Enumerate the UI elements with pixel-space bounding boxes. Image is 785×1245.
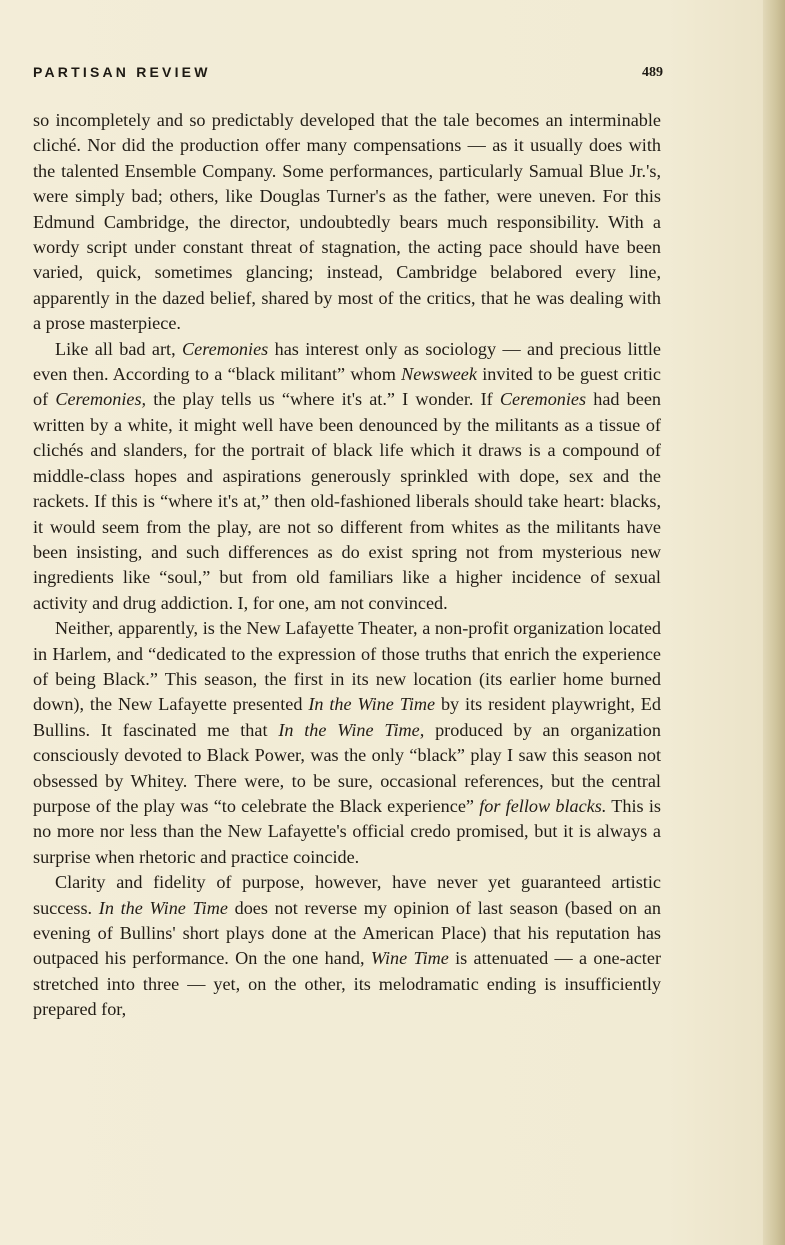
article-body	[33, 108, 661, 1023]
running-head: PARTISAN REVIEW	[33, 64, 211, 80]
paragraph-3	[33, 616, 661, 870]
paragraph-2	[33, 337, 661, 616]
italic-title-text: Ceremonies	[499, 389, 587, 410]
text-run: invited to be guest critic of	[33, 364, 662, 410]
text-run: Neither, apparently, is the New Lafayette Theater, a non-profit organization located in Harlem, and “dedicated to the expression of those truths that enrich the experience of being Black.” This season, the first in its new location (its earlier home burned down), the New Lafayette presented	[33, 618, 661, 715]
italic-title-text: Newsweek	[401, 364, 477, 385]
text-run: had been written by a white, it might well have been denounced by the militants as a tissue of clichés and slanders, for the portrait of black life which it draws is a compound of middle-class hopes and aspirations generously sprinkled with dope, sex and the rackets. If this is “where it's at,” then old-fashioned liberals should take heart: blacks, it would seem from the play, are not so different from whites as the militants have been insisting, and such differences as do exist spring not from mysterious new ingredients like “soul,” but from old familiars like a higher incidence of sexual activity and drug addiction. I, for one, am not convinced.	[33, 389, 662, 613]
page-gutter-shadow	[763, 0, 785, 1245]
italic-title-text: Ceremonies,	[55, 389, 147, 410]
text-run: is attenuated — a one-acter stretched into three — yet, on the other, its melodramatic ending is insufficiently prepared for,	[33, 948, 661, 1020]
text-run: by its resident playwright, Ed Bullins. It fascinated me that	[33, 694, 661, 740]
text-run: This is no more nor less than the New Lafayette's official credo promised, but it is always a surprise when rhetoric and practice coincide.	[33, 795, 661, 867]
paragraph-4	[33, 870, 661, 1022]
paragraph-1	[33, 108, 661, 337]
text-run: so incompletely and so predictably developed that the tale becomes an interminable cliché. Nor did the production offer many compensations — as it usually does with the talented Ensemble Company. Some performances, particularly Samual Blue Jr.'s, were simply bad; others, like Douglas Turner's as the father, were uneven. For this Edmund Cambridge, the director, undoubtedly bears much responsibility. With a wordy script under constant threat of stagnation, the acting pace should have been varied, quick, sometimes glancing; instead, Cambridge belabored every line, apparently in the dazed belief, shared by most of the critics, that he was dealing with a prose masterpiece.	[33, 110, 661, 334]
italic-title-text: In the Wine Time	[308, 694, 436, 715]
italic-title-text: for fellow blacks.	[479, 795, 607, 816]
page-number: 489	[642, 65, 663, 80]
text-run: Like all bad art,	[55, 338, 183, 359]
page-header	[33, 64, 663, 88]
text-run: has interest only as sociology — and precious little even then. According to a “black militant” whom	[33, 338, 662, 385]
italic-title-text: Wine Time	[370, 948, 449, 969]
text-run: Clarity and fidelity of purpose, however, have never yet guaranteed artistic success.	[33, 872, 661, 918]
text-run: produced by an organization consciously devoted to Black Power, was the only “black” play I saw this season not obsessed by Whitey. There were, to be sure, occasional references, but the central purpose of the play was “to celebrate the Black experience”	[33, 719, 661, 816]
italic-title-text: Ceremonies	[182, 338, 269, 359]
italic-title-text: In the Wine Time,	[278, 719, 425, 740]
italic-title-text: In the Wine Time	[98, 897, 228, 918]
text-run: does not reverse my opinion of last season (based on an evening of Bullins' short plays done at the American Place) that his reputation has outpaced his performance. On the one hand,	[33, 897, 661, 969]
text-run: the play tells us “where it's at.” I wonder. If	[146, 389, 500, 410]
